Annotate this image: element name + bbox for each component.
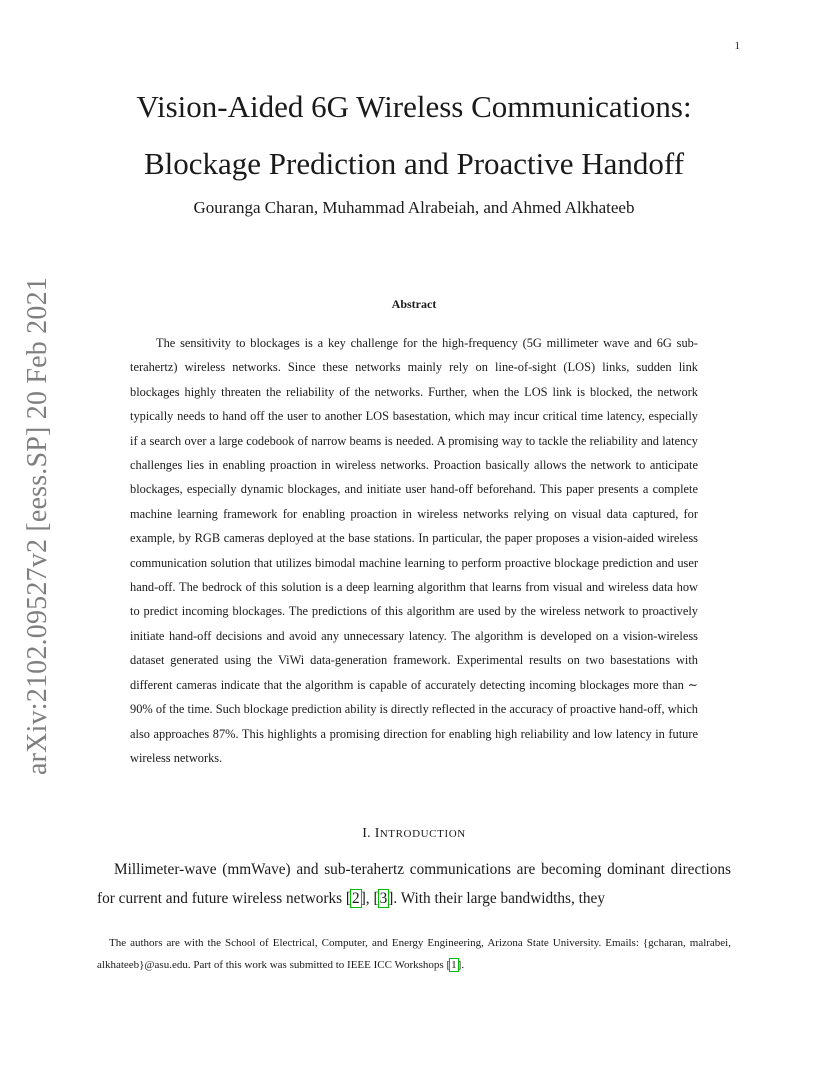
citation-link-1[interactable]: 1: [451, 958, 457, 971]
section-title-initial: I: [374, 826, 380, 841]
footnote-text-1: The authors are with the School of Electrical, Computer, and Energy Engineering, Arizona State University. Emails: {gcharan, malrabei, alkhateeb}@asu.edu. Part of this work was submitted to IEEE ICC Workshops: [97, 937, 731, 971]
title-line-2: Blockage Prediction and Proactive Handoff: [143, 146, 685, 181]
footnote-text-2: .: [461, 958, 465, 971]
intro-text-3: . With their large bandwidths, they: [393, 889, 605, 907]
author-list: Gouranga Charan, Muhammad Alrabeiah, and Ahmed Alkhateeb: [193, 198, 635, 217]
abstract-heading: Abstract: [391, 297, 437, 311]
arxiv-identifier: arXiv:2102.09527v2 [eess.SP] 20 Feb 2021: [22, 277, 53, 775]
intro-text-2: ,: [365, 889, 374, 907]
title-line-1: Vision-Aided 6G Wireless Communications:: [136, 89, 692, 124]
section-numeral: I.: [362, 826, 371, 841]
page-number: 1: [734, 40, 740, 52]
abstract-text: The sensitivity to blockages is a key challenge for the high-frequency (5G millimeter wave and 6G sub-terahertz) wireless networks. Since these networks mainly rely on line-of-sight (LOS) links, sudden link blockages highly threaten the reliability of the networks. Further, when the LOS link is blocked, the network typically needs to hand off the user to another LOS basestation, which may incur critical time latency, especially if a search over a large codebook of narrow beams is needed. A promising way to tackle the reliability and latency challenges lies in enabling proaction in wireless networks. Proaction basically allows the network to anticipate blockages, especially dynamic blockages, and initiate user hand-off beforehand. This paper presents a complete machine learning framework for enabling proaction in wireless networks relying on visual data captured, for example, by RGB cameras deployed at the base stations. In particular, the paper proposes a vision-aided wireless communication solution that utilizes bimodal machine learning to perform proactive blockage prediction and user hand-off. The bedrock of this solution is a deep learning algorithm that learns from visual and wireless data how to predict incoming blockages. The predictions of this algorithm are used by the wireless network to proactively initiate hand-off decisions and avoid any unnecessary latency. The algorithm is developed on a vision-wireless dataset generated using the ViWi data-generation framework. Experimental results on two basestations with different cameras indicate that the algorithm is capable of accurately detecting incoming blockages more than ∼ 90% of the time. Such blockage prediction ability is directly reflected in the accuracy of proactive hand-off, which also approaches 87%. This highlights a promising direction for enabling high reliability and low latency in future wireless networks.: [130, 336, 698, 765]
section-heading-introduction: [60, 826, 768, 842]
introduction-paragraph: Millimeter-wave (mmWave) and sub-terahertz communications are becoming dominant directions for current and future wireless networks [2], [3]. With their large bandwidths, they: [97, 861, 731, 907]
section-title-rest: NTRODUCTION: [379, 828, 466, 840]
author-footnote: The authors are with the School of Electrical, Computer, and Energy Engineering, Arizona State University. Emails: {gcharan, malrabei, alkhateeb}@asu.edu. Part of this work was submitted to IEEE ICC Workshops [1].: [97, 937, 731, 971]
citation-link-3[interactable]: 3: [379, 889, 388, 907]
citation-link-2[interactable]: 2: [352, 889, 360, 907]
paper-title: [60, 78, 768, 192]
intro-text-1: Millimeter-wave (mmWave) and sub-terahertz communications are becoming dominant directions for current and future wireless networks: [97, 861, 731, 907]
